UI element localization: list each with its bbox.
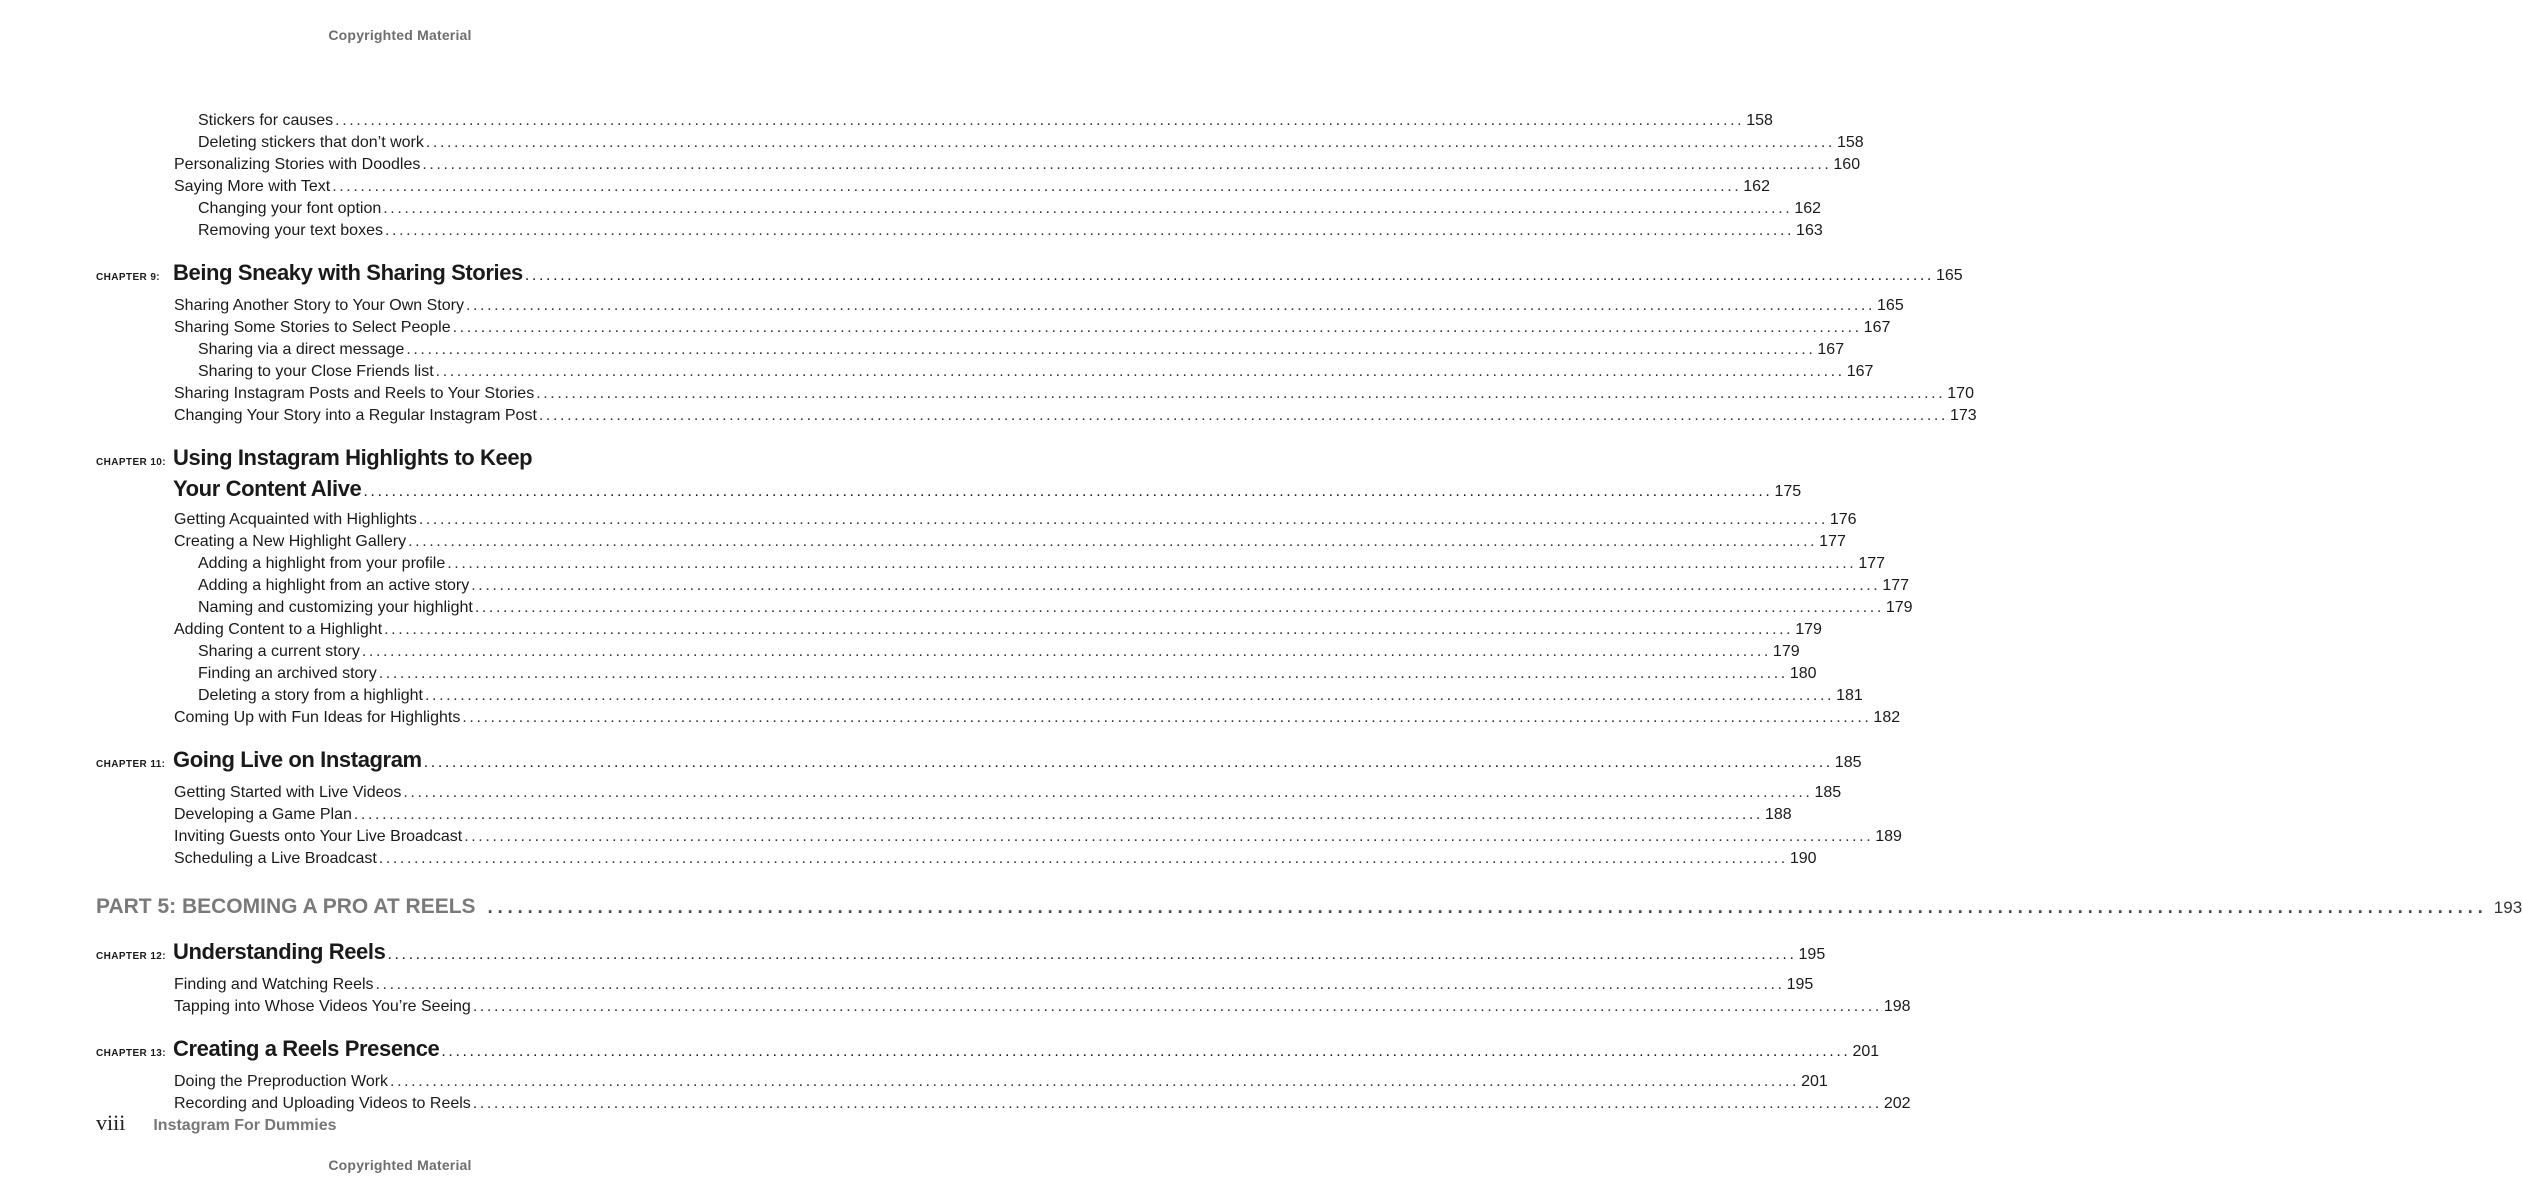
toc-entry[interactable]: [96, 575, 1910, 597]
entry-title: Adding Content to a Highlight: [174, 621, 383, 638]
dot-leader: ........................................................................................................................................................................................................: [387, 946, 1797, 963]
table-of-contents: [96, 110, 2522, 1115]
dot-leader: ........................................................................................................................................................................................................: [441, 1043, 1851, 1060]
toc-entry[interactable]: [96, 317, 1891, 339]
chapter-page: 165: [1935, 267, 1963, 284]
chapter-title: Understanding Reels: [173, 939, 386, 964]
entry-page: 158: [1836, 134, 1864, 151]
dot-leader: ........................................................................................................................................................................................................: [462, 709, 1872, 726]
toc-entry[interactable]: [96, 782, 1842, 804]
entry-title: Sharing to your Close Friends list: [198, 363, 434, 380]
entry-title: Tapping into Whose Videos You’re Seeing: [174, 998, 471, 1015]
toc-entry[interactable]: [96, 996, 1911, 1018]
dot-leader: ........................................................................................................................................................................................................: [538, 407, 1948, 424]
entry-page: 185: [1814, 784, 1842, 801]
page-number-folio: viii: [96, 1110, 126, 1135]
copyright-watermark-bottom: Copyrighted Material: [328, 1157, 472, 1173]
entry-page: 165: [1877, 297, 1904, 314]
entry-page: 198: [1883, 998, 1911, 1015]
entry-title: Developing a Game Plan: [174, 806, 352, 823]
dot-leader: ........................................................................................................................................................................................................: [422, 156, 1832, 173]
entry-page: 179: [1772, 643, 1800, 660]
entry-title: Naming and customizing your highlight: [198, 599, 473, 616]
entry-title: Sharing via a direct message: [198, 341, 405, 358]
entry-title: Adding a highlight from your profile: [198, 555, 446, 572]
entry-title: Sharing Another Story to Your Own Story: [174, 297, 464, 314]
entry-page: 202: [1883, 1095, 1911, 1112]
entry-title: Sharing Instagram Posts and Reels to Your Stories: [174, 385, 535, 402]
entry-title: Sharing Some Stories to Select People: [174, 319, 451, 336]
entry-page: 162: [1743, 178, 1770, 195]
entry-page: 188: [1764, 806, 1792, 823]
page-footer: [96, 1110, 337, 1136]
entry-page: 158: [1746, 112, 1773, 129]
chapter-title: Going Live on Instagram: [173, 747, 422, 772]
toc-entry[interactable]: [96, 619, 1822, 641]
toc-entry[interactable]: [96, 663, 1817, 685]
dot-leader: ........................................................................................................................................................................................................: [464, 828, 1874, 845]
chapter-page: 195: [1798, 946, 1826, 963]
entry-title: Adding a highlight from an active story: [198, 577, 470, 594]
part-heading[interactable]: [96, 894, 2522, 921]
entry-title: Getting Started with Live Videos: [174, 784, 402, 801]
entry-page: 170: [1947, 385, 1974, 402]
entry-page: 162: [1794, 200, 1822, 217]
entry-title: Getting Acquainted with Highlights: [174, 511, 417, 528]
entry-page: 190: [1789, 850, 1817, 867]
entry-page: 179: [1885, 599, 1913, 616]
dot-leader: ........................................................................................................................................................................................................: [378, 850, 1788, 867]
dot-leader: ........................................................................................................................................................................................................: [384, 621, 1794, 638]
entry-title: Sharing a current story: [198, 643, 360, 660]
toc-entry[interactable]: [96, 295, 1904, 317]
chapter-label: CHAPTER 12:: [96, 951, 166, 962]
dot-leader: ........................................................................................................................................................................................................: [332, 178, 1742, 195]
toc-entry[interactable]: [96, 339, 1845, 361]
chapter-heading: [96, 445, 1802, 505]
entry-title: Creating a New Highlight Gallery: [174, 533, 407, 550]
part-title: PART 5: BECOMING A PRO AT REELS: [96, 895, 476, 918]
chapter-label: CHAPTER 10:: [96, 457, 166, 468]
chapter-title: Using Instagram Highlights to Keep: [173, 445, 533, 470]
entry-title: Saying More with Text: [174, 178, 331, 195]
entry-title: Doing the Preproduction Work: [174, 1073, 389, 1090]
dot-leader: ........................................................................................................................................................................................................: [423, 754, 1833, 771]
entry-title: Deleting stickers that don’t work: [198, 134, 424, 151]
dot-leader: ........................................................................................................................................................................................................: [474, 599, 1884, 616]
toc-entry[interactable]: [96, 405, 1977, 427]
dot-leader: ........................................................................................................................................................................................................: [375, 976, 1785, 993]
dot-leader: ........................................................................................................................................................................................................: [390, 1073, 1800, 1090]
dot-leader: ........................................................................................................................................................................................................: [524, 267, 1934, 284]
toc-entry[interactable]: [96, 361, 1874, 383]
entry-page: 167: [1817, 341, 1845, 358]
dot-leader: ........................................................................................................................................................................................................: [472, 1095, 1882, 1112]
chapter-title-line[interactable]: [96, 939, 1826, 970]
chapter-heading: [96, 260, 1963, 291]
toc-entry[interactable]: [96, 1071, 1828, 1093]
toc-entry[interactable]: [96, 553, 1886, 575]
dot-leader: ........................................................................................................................................................................................................: [425, 134, 1835, 151]
entry-page: 176: [1829, 511, 1857, 528]
toc-entry[interactable]: [96, 641, 1800, 663]
entry-page: 167: [1846, 363, 1874, 380]
dot-leader: ........................................................................................................................................................................................................: [435, 363, 1845, 380]
entry-title: Inviting Guests onto Your Live Broadcast: [174, 828, 463, 845]
entry-page: 163: [1796, 222, 1823, 239]
chapter-label: CHAPTER 9:: [96, 272, 161, 283]
dot-leader: ........................................................................................................................................................................................................: [406, 341, 1816, 358]
chapter-page: 175: [1774, 483, 1802, 500]
dot-leader: ........................................................................................................................................................................................................: [452, 319, 1862, 336]
toc-entry[interactable]: [96, 597, 1913, 619]
copyright-watermark-top: Copyrighted Material: [328, 27, 472, 43]
entry-title: Scheduling a Live Broadcast: [174, 850, 377, 867]
entry-page: 182: [1873, 709, 1901, 726]
chapter-page: 185: [1834, 754, 1862, 771]
chapter-page: 201: [1852, 1043, 1880, 1060]
toc-entry[interactable]: [96, 220, 1823, 242]
chapter-title-line[interactable]: [96, 1036, 1880, 1067]
dot-leader: ........................................................................................................................................................................................................: [361, 643, 1771, 660]
toc-entry[interactable]: [96, 509, 1857, 531]
dot-leader: ........................................................................................................................................................................................................: [363, 483, 1773, 500]
dot-leader: ........................................................................................................................................................................................................: [403, 784, 1813, 801]
toc-entry[interactable]: [96, 848, 1817, 870]
toc-entry[interactable]: [96, 804, 1792, 826]
entry-page: 195: [1786, 976, 1814, 993]
entry-title: Coming Up with Fun Ideas for Highlights: [174, 709, 461, 726]
toc-entry[interactable]: [96, 685, 1863, 707]
chapter-label: CHAPTER 11:: [96, 759, 166, 770]
chapter-title-line[interactable]: [96, 747, 1862, 778]
chapter-title-line: [96, 445, 691, 476]
chapter-title: Being Sneaky with Sharing Stories: [173, 260, 523, 285]
toc-entry[interactable]: [96, 176, 1770, 198]
toc-entry[interactable]: [96, 132, 1864, 154]
entry-title: Finding and Watching Reels: [174, 976, 374, 993]
entry-page: 173: [1949, 407, 1977, 424]
entry-page: 177: [1819, 533, 1846, 550]
dot-leader: ........................................................................................................................................................................................................: [425, 687, 1835, 704]
entry-title: Changing your font option: [198, 200, 382, 217]
entry-page: 160: [1833, 156, 1861, 173]
entry-page: 179: [1795, 621, 1822, 638]
dot-leader: ........................................................................................................................................................................................................: [465, 297, 1876, 314]
dot-leader: ........................................................................................................................................................................................................: [487, 897, 2488, 917]
chapter-title: Creating a Reels Presence: [173, 1036, 440, 1061]
entry-title: Removing your text boxes: [198, 222, 383, 239]
chapter-heading: [96, 1036, 1880, 1067]
entry-page: 167: [1863, 319, 1891, 336]
dot-leader: ........................................................................................................................................................................................................: [383, 200, 1793, 217]
chapter-title: Your Content Alive: [173, 476, 362, 501]
toc-entry[interactable]: [96, 154, 1861, 176]
entry-page: 181: [1836, 687, 1863, 704]
entry-title: Changing Your Story into a Regular Instagram Post: [174, 407, 537, 424]
toc-entry[interactable]: [96, 826, 1902, 848]
dot-leader: ........................................................................................................................................................................................................: [471, 577, 1881, 594]
entry-page: 180: [1789, 665, 1817, 682]
dot-leader: ........................................................................................................................................................................................................: [384, 222, 1795, 239]
entry-title: Stickers for causes: [198, 112, 334, 129]
dot-leader: ........................................................................................................................................................................................................: [447, 555, 1857, 572]
toc-entry[interactable]: [96, 198, 1822, 220]
chapter-title-line[interactable]: [96, 260, 1963, 291]
part-page: 193: [2493, 898, 2522, 917]
toc-entry[interactable]: [96, 531, 1846, 553]
entry-page: 177: [1882, 577, 1910, 594]
entry-title: Personalizing Stories with Doodles: [174, 156, 421, 173]
dot-leader: ........................................................................................................................................................................................................: [418, 511, 1828, 528]
entry-page: 189: [1875, 828, 1902, 845]
dot-leader: ........................................................................................................................................................................................................: [335, 112, 1745, 129]
entry-title: Deleting a story from a highlight: [198, 687, 423, 704]
entry-page: 177: [1858, 555, 1886, 572]
toc-entry[interactable]: [96, 707, 1901, 729]
dot-leader: ........................................................................................................................................................................................................: [472, 998, 1882, 1015]
chapter-title-line[interactable]: [96, 476, 1802, 505]
chapter-heading: [96, 747, 1862, 778]
dot-leader: ........................................................................................................................................................................................................: [378, 665, 1788, 682]
entry-title: Finding an archived story: [198, 665, 377, 682]
dot-leader: ........................................................................................................................................................................................................: [536, 385, 1946, 402]
toc-entry[interactable]: [96, 383, 1974, 405]
dot-leader: ........................................................................................................................................................................................................: [353, 806, 1763, 823]
chapter-label: CHAPTER 13:: [96, 1048, 166, 1059]
running-title: Instagram For Dummies: [153, 1117, 337, 1134]
toc-entry[interactable]: [96, 110, 1773, 132]
entry-page: 201: [1801, 1073, 1828, 1090]
toc-entry[interactable]: [96, 974, 1814, 996]
entry-title: Recording and Uploading Videos to Reels: [174, 1095, 471, 1112]
chapter-heading: [96, 939, 1826, 970]
dot-leader: ........................................................................................................................................................................................................: [408, 533, 1818, 550]
